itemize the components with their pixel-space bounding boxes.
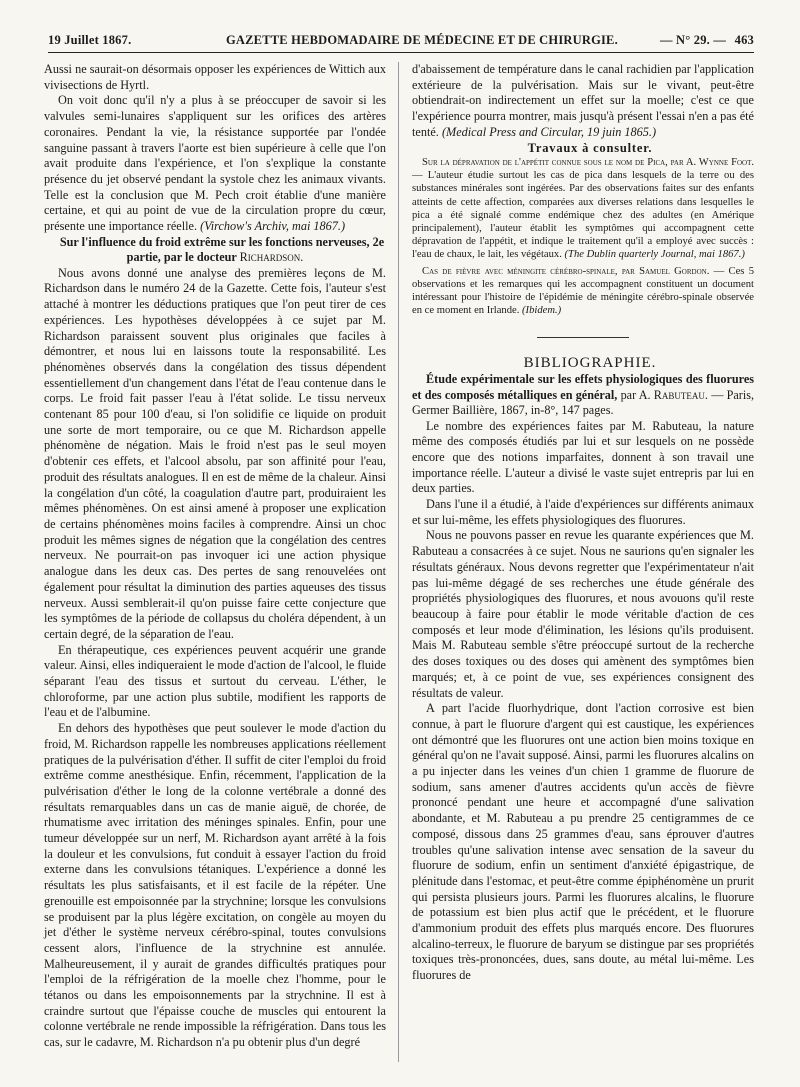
journal-title: GAZETTE HEBDOMADAIRE DE MÉDECINE ET DE CHIRURGIE.: [226, 33, 618, 47]
paragraph: En dehors des hypothèses que peut soulever le mode d'action du froid, M. Richardson rappelle les nombreuses applications réellement pratiques de la pulvérisation d'éther. Il suffit de citer l'emploi du froid extrême comme anesthésique. Enfin, récemment, l'application de la pulvérisation d'éther le long de la colonne vertébrale a donné des résultats remarquables dans un cas de manie aiguë, de chorée, de rhumatisme avec irritation des méninges spinales. Enfin, pour une tumeur développée sur un nerf, M. Richardson ayant arrêté à la fois la douleur et les convulsions, fut conduit à essayer l'action du froid externe dans les convulsions tétaniques. L'expérience a donné les résultats les plus satisfaisants, et il est facile de la répéter. Une grenouille est empoisonnée par la strychnine; lorsque les convulsions se produisent par la plus légère excitation, on congèle au moyen du jet d'éther le système nerveux cérébro-spinal, toutes convulsions cessent alors, l'influence de la strychnine est annulée. Malheureusement, il y aurait de grandes difficultés pratiques pour l'emploi de la réfrigération de la moelle chez l'homme, pour le tétanos ou dans les empoisonnements par la strychnine. Il est à craindre surtout que l'épaisse couche de muscles qui entourent la colonne vertébrale ne rende impossible la réfrigération. Dans tous les cas, sur le cadavre, M. Richardson n'a pu obtenir plus d'un degré: [44, 721, 386, 1050]
section-title-text: Sur l'influence du froid extrême sur les fonctions nerveuses, 2e partie, par le docteur: [59, 234, 385, 265]
travaux-item: [412, 156, 754, 261]
citation: (Ibidem.): [522, 305, 562, 317]
paragraph: [412, 62, 754, 141]
paragraph: Aussi ne saurait-on désormais opposer les expériences de Wittich aux vivisections de Hyrtl.: [44, 62, 386, 92]
section-author: Richardson.: [239, 250, 304, 265]
page-number: 463: [734, 33, 754, 47]
left-column: [44, 62, 386, 1051]
paragraph: En thérapeutique, ces expériences peuvent acquérir une grande valeur. Ainsi, elles indiqueraient le mode d'action de l'alcool, le fluide séparant l'eau des tissus et surtout du cerveau. L'éther, le chloroforme, par une action plus subtile, modifient les rapports de l'eau et de l'albumine.: [44, 642, 386, 720]
running-header: [48, 30, 754, 53]
paragraph-text: On voit donc qu'il n'y a plus à se préoccuper de savoir si les valvules semi-lunaires s'appliquent sur les orifices des artères coronaires. Pendant la vie, la résistance supportée par l'ondée sanguine passant à travers l'aorte est bien supérieure à celle que l'on avait produite dans l'expérience, et l'on s'explique la constante présence du jet observé pendant la systole chez les animaux vivants. Telle est la conclusion que M. Pech croit établie d'une manière certaine, et qui au point de vue de la circulation propre du cœur, présente une importance réelle.: [44, 93, 386, 234]
separator-rule: [537, 337, 629, 338]
paragraph: [44, 93, 386, 234]
travaux-item-body: — Ces 5 observations et les remarques qui les accompagnent constituent un document intéressant pour l'histoire de l'épidémie de méningite cérébro-spinale observée en ce moment en Irlande.: [412, 265, 755, 317]
bibliography-entry: [412, 372, 754, 419]
travaux-list: [412, 156, 754, 317]
paragraph-text: d'abaissement de température dans le canal rachidien par l'application extérieure de la pulvérisation. Mais sur le vivant, peut-être obtiendrait-on indirectement un effet sur la moelle; c'est ce que l'expérience pourra montrer, mais jusqu'à présent l'essai n'en a pas été tenté.: [412, 62, 754, 139]
pub-prefix: par A.: [620, 387, 651, 402]
issue-number: — N° 29. —: [660, 33, 727, 47]
travaux-item-body: — L'auteur étudie surtout les cas de pica dans lesquels de la terre ou des substances minérales sont ingérées. Par des observations faites sur des enfants atteints de cette affection, comparées aux diverses relations dans lesquelles le pica a été signalé comme endémique chez des adultes (en Amérique principalement), l'auteur établit les symptômes qui accompagnent cette dépravation de l'appétit, et indique le traitement qu'il a employé avec succès : l'eau de chaux, le lait, les végétaux.: [412, 170, 754, 260]
issue-date: 19 Juillet 1867.: [48, 33, 132, 47]
paragraph: Le nombre des expériences faites par M. Rabuteau, la nature même des composés étudiés par lui et sur lesquels on ne possède encore que des notions imparfaites, donnent à son travail une importance réelle. L'auteur a divisé le vaste sujet entrepris par lui en deux parties.: [412, 418, 754, 496]
travaux-item-title: Cas de fièvre avec méningite cérébro-spinale, par Samuel Gordon.: [422, 265, 710, 277]
bibliography-title: BIBLIOGRAPHIE.: [523, 355, 657, 372]
travaux-item-title: Sur la dépravation de l'appétit connue sous le nom de Pica, par A. Wynne Foot.: [422, 157, 754, 169]
pub-details: — Paris, Germer Baillière, 1867, in-8°, 147 pages.: [412, 387, 755, 418]
citation: (Medical Press and Circular, 19 juin 1865.): [441, 124, 657, 139]
bibliography-entry-title: Étude expérimentale sur les effets physiologiques des fluorures et des composés métalliques en général,: [412, 372, 754, 402]
citation: (Virchow's Archiv, mai 1867.): [200, 219, 346, 234]
citation: (The Dublin quarterly Journal, mai 1867.): [564, 248, 745, 260]
column-divider: [398, 62, 399, 1062]
right-column: [412, 62, 754, 984]
section-title: [44, 235, 386, 266]
paragraph: Dans l'une il a étudié, à l'aide d'expériences sur différents animaux et sur lui-même, les effets physiologiques des fluorures.: [412, 497, 754, 527]
paragraph: Nous ne pouvons passer en revue les quarante expériences que M. Rabuteau a consacrées à ce sujet. Nous ne saurions qu'en signaler les résultats généraux. Nous devons regretter que l'expérimentateur n'ait pas lui-même dégagé de ses recherches une étude générale des propriétés physiologiques des fluorures, et nous avouons qu'il reste beaucoup à faire pour établir le mode véritable d'action de ces composés et leur mode d'élimination, les lésions qu'ils produisent. Mais M. Rabuteau semble s'être préoccupé surtout de la recherche des doses toxiques ou des doses qui amènent des symptômes bien marqués; et, à ce point de vue, ses expériences consignent des résultats de valeur.: [412, 528, 754, 700]
pub-author: Rabuteau.: [653, 387, 708, 402]
paragraph: Nous avons donné une analyse des premières leçons de M. Richardson dans le numéro 24 de la Gazette. Cette fois, l'auteur s'est attaché à montrer les déductions pratiques que l'on peut tirer de ces expériences. Les hypothèses développées à ce sujet par M. Richardson paraissent souvent plus originales que faciles à démontrer, et nous lui en laissons toute la responsabilité. Les phénomènes observés dans la congélation des tissus dépendent essentiellement d'un changement dans l'état de l'eau contenue dans le corps. Le froid fait passer l'eau à l'état solide. Le tissu nerveux contenant 85 pour 100 d'eau, si l'on solidifie ce liquide on produit une sorte de mort temporaire, ou ce que M. Richardson appelle phénomène de négation. Mais le froid n'est pas le seul moyen d'obtenir ces effets, et l'alcool absolu, par son affinité pour l'eau, produit des résultats analogues. Il en est de même de la chaleur. Ainsi la congélation d'un côté, la coagulation d'autre part, produiraient les mêmes phénomènes. On est ainsi amené à proposer une explication de certains phénomènes moins faciles à comprendre. Ainsi un choc produit les mêmes signes de négation que la congélation des centres nerveux. Ne pourrait-on pas invoquer ici une action physique analogue dans les deux cas. Des pertes de sang renouvelées ont également pour résultat la diminution des parties aqueuses des tissus nerveux. Aussi semblerait-il qu'on puisse faire cette conjecture que les symptômes de la période de collapsus du choléra dépendent, à un certain degré, de la séparation de l'eau.: [44, 265, 386, 641]
travaux-title: Travaux à consulter.: [527, 140, 653, 155]
paragraph: A part l'acide fluorhydrique, dont l'action corrosive est bien connue, à part le fluorure d'argent qui est caustique, les expériences ont démontré que les fluorures ont une action bien moins toxique en général qu'on ne l'avait supposé. Ainsi, parmi les fluorures alcalins on a pu injecter dans les veines d'un chien 1 gramme de fluorure de sodium, sans amener d'autres accidents qu'un accès de fièvre prononcé pendant une heure et accompagné d'une salivation abondante, et M. Rabuteau a pu prendre 25 centigrammes de ce composé, dissous dans 25 grammes d'eau, sans éprouver d'autres troubles qu'une salivation intense avec sensation de la saveur du fluorure de sodium, enfin un sentiment d'anxiété épigastrique, de plénitude dans l'estomac, et peut-être comme épiphénomène un prurit qui persista plusieurs jours. Parmi les fluorures alcalins, le fluorure de potassium est bien plus actif que le précédent, et le fluorure d'ammonium produit des effets plus marqués encore. Des fluorures alcalino-terreux, le fluorure de baryum se distingue par ses propriétés toxiques très-prononcées, dues, sans doute, au métal lui-même. Les fluorures de: [412, 701, 754, 983]
travaux-item: [412, 265, 754, 317]
